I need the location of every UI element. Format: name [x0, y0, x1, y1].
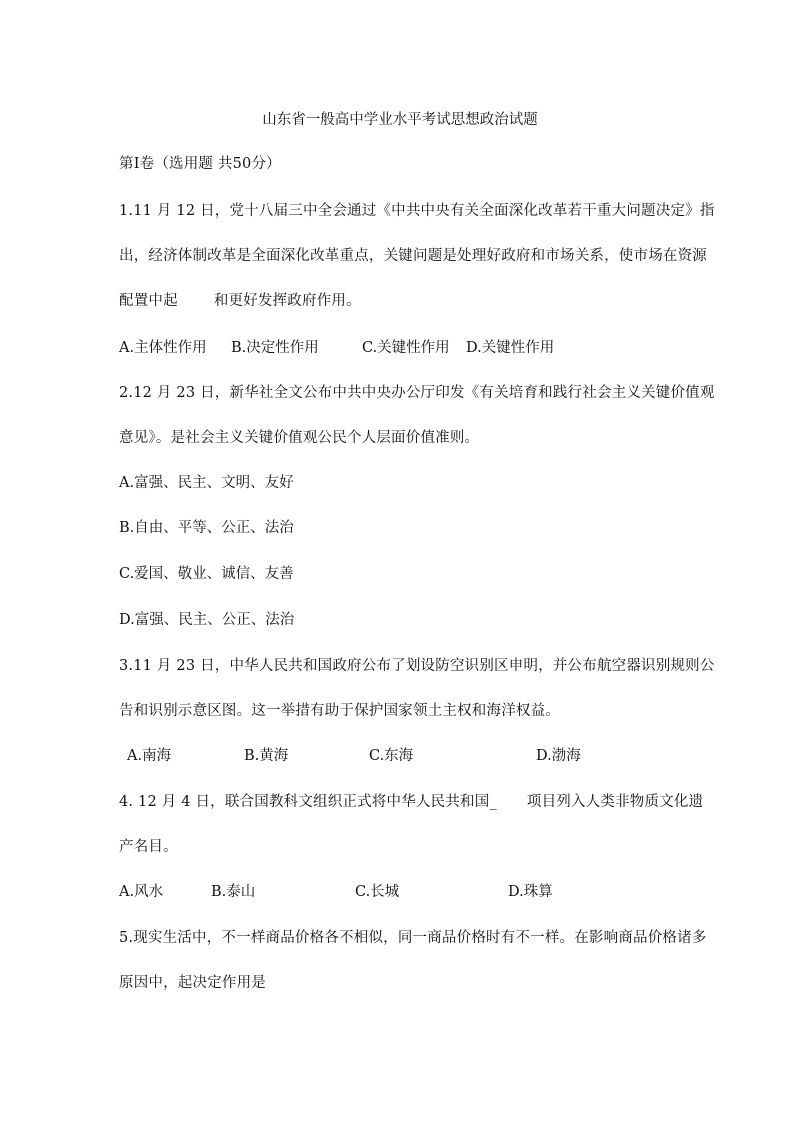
question-2-line-1: 2.12 月 23 日，新华社全文公布中共中央办公厅印发《有关培育和践行社会主义关键价值观: [119, 385, 715, 401]
question-1-line-3-before: 配置中起: [119, 293, 178, 309]
question-1-option-a: A.主体性作用: [119, 340, 207, 356]
question-5-line-1: 5.现实生活中，不一样商品价格各不相似，同一商品价格时有不一样。在影响商品价格诸多: [119, 930, 707, 946]
question-1-line-3-after: 和更好发挥政府作用。: [213, 293, 361, 309]
question-4-line-1: [119, 792, 703, 812]
question-1-line-3: [119, 291, 361, 311]
question-2-option-c: C.爱国、敬业、诚信、友善: [119, 566, 294, 582]
question-3-option-a: A.南海: [127, 748, 172, 764]
question-3-option-d: D.渤海: [536, 748, 581, 764]
question-4-option-d: D.珠算: [508, 884, 553, 900]
question-3-option-b: B.黄海: [244, 748, 289, 764]
question-4-line-1-after: 项目列入人类非物质文化遗: [526, 794, 704, 810]
document-title: 山东省一般高中学业水平考试思想政治试题: [262, 112, 538, 128]
question-4-line-2: 产名目。: [119, 839, 178, 855]
question-2-line-2: 意见》。是社会主义关键价值观公民个人层面价值准则。: [119, 430, 480, 446]
question-2-option-b: B.自由、平等、公正、法治: [119, 520, 294, 536]
question-1-option-b: B.决定性作用: [231, 340, 319, 356]
question-4-option-b: B.泰山: [211, 884, 256, 900]
question-3-option-c: C.东海: [369, 748, 414, 764]
question-3-line-1: 3.11 月 23 日，中华人民共和国政府公布了划设防空识别区申明，并公布航空器识别规则公: [119, 658, 715, 674]
question-1-line-1: 1.11 月 12 日，党十八届三中全会通过《中共中央有关全面深化改革若干重大问题决定》指: [119, 203, 715, 219]
question-2-option-d: D.富强、民主、公正、法治: [119, 612, 295, 628]
section-heading: 第Ⅰ卷（选用题 共50分）: [119, 156, 281, 172]
question-5-line-2: 原因中，起决定作用是: [119, 975, 266, 991]
question-1-line-2: 出，经济体制改革是全面深化改革重点，关键问题是处理好政府和市场关系，使市场在资源: [119, 248, 707, 264]
question-1-option-c: C.关键性作用: [362, 340, 450, 356]
question-4-line-1-before: 4. 12 月 4 日，联合国教科文组织正式将中华人民共和国_: [119, 794, 497, 810]
question-3-line-2: 告和识别示意区图。这一举措有助于保护国家领土主权和海洋权益。: [119, 703, 560, 719]
question-1-option-d: D.关键性作用: [466, 340, 555, 356]
question-4-option-a: A.风水: [119, 884, 164, 900]
question-4-option-c: C.长城: [355, 884, 400, 900]
question-2-option-a: A.富强、民主、文明、友好: [119, 475, 294, 491]
